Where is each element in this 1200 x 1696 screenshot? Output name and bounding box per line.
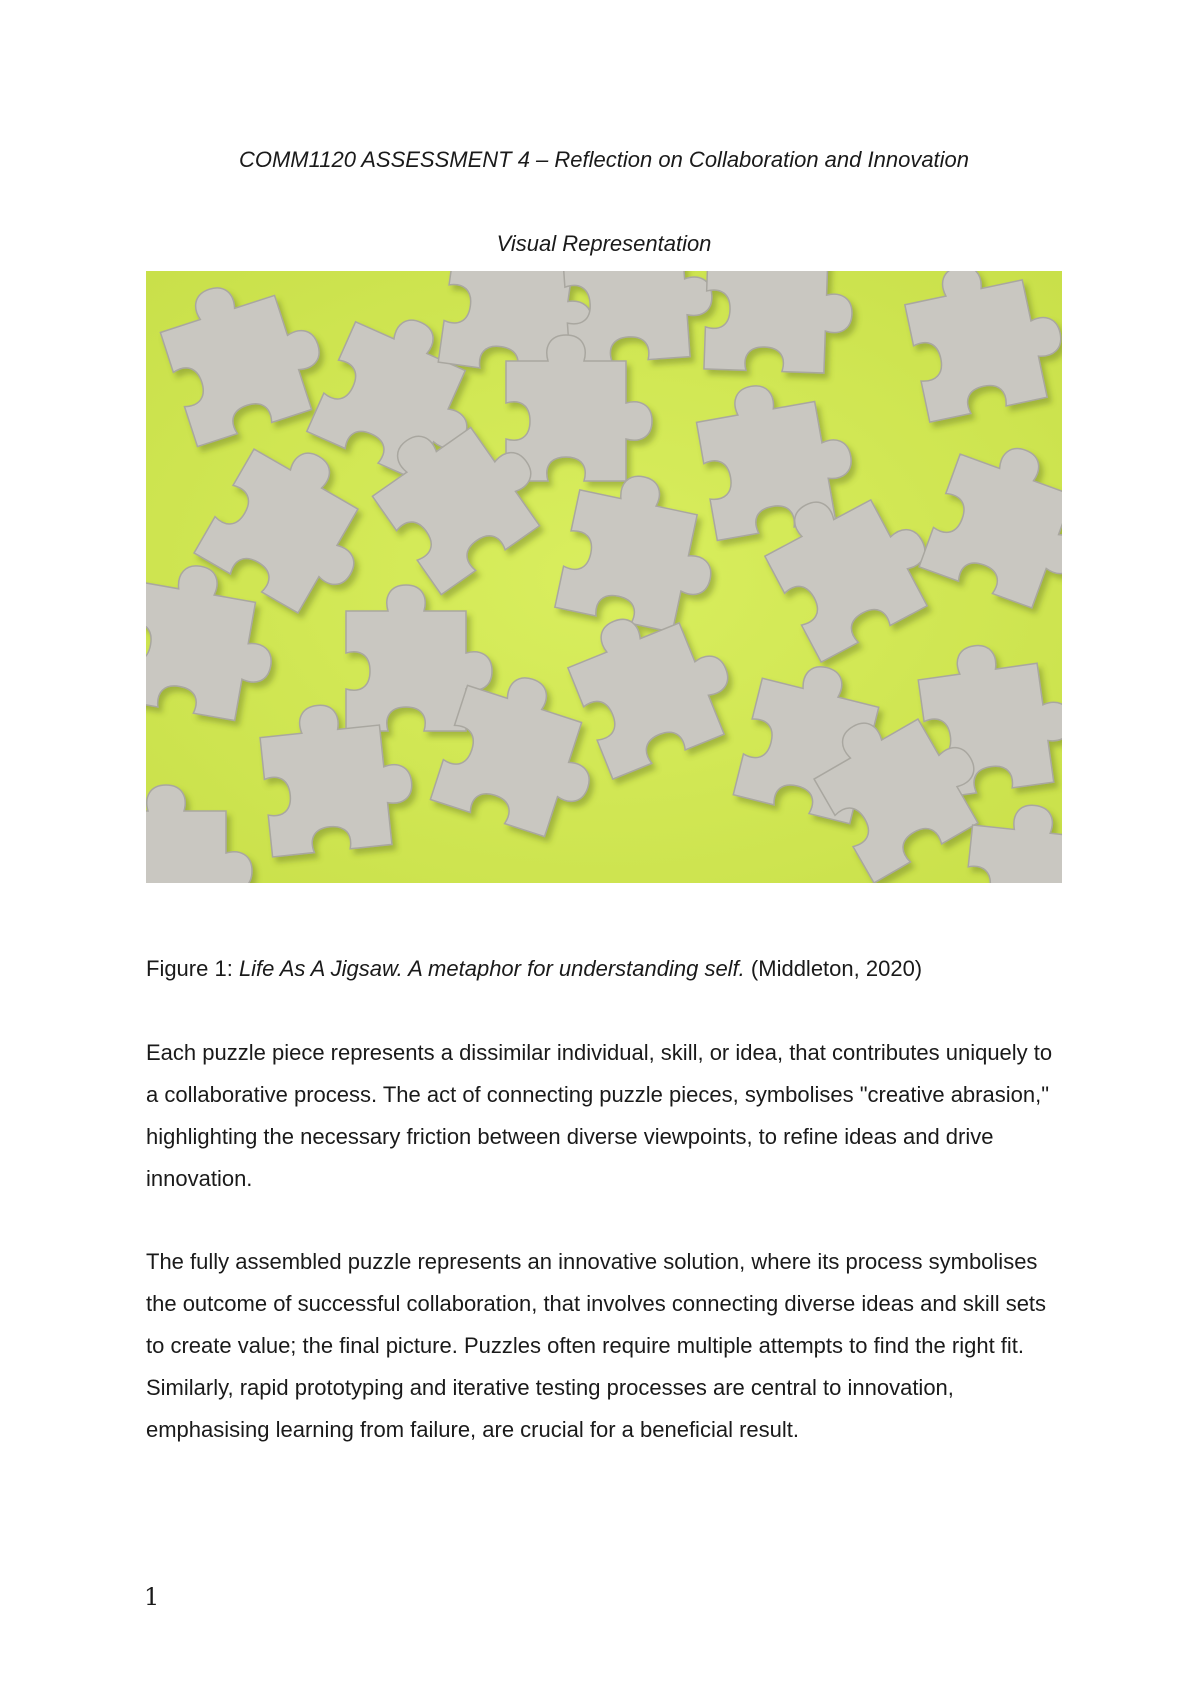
figure-caption [146,955,1062,983]
caption-title: Life As A Jigsaw. A metaphor for understanding self. [238,956,745,981]
figure-image [146,271,1062,883]
caption-citation: (Middleton, 2020) [744,956,923,981]
section-title: Visual Representation [496,231,712,256]
page-number: 1 [144,1583,160,1611]
body-paragraph: Each puzzle piece represents a dissimilar individual, skill, or idea, that contributes uniquely to a collaborative process. The act of connecting puzzle pieces, symbolises "creative abrasion," highlighting the necessary friction between diverse viewpoints, to refine ideas and drive innovation. [146,1040,1053,1191]
body-paragraph: The fully assembled puzzle represents an innovative solution, where its process symbolises the outcome of successful collaboration, that involves connecting diverse ideas and skill sets to create value; the final picture. Puzzles often require multiple attempts to find the right fit. Similarly, rapid prototyping and iterative testing processes are central to innovation, emphasising learning from failure, are crucial for a beneficial result. [146,1249,1047,1442]
caption-label: Figure 1: [146,956,239,981]
puzzle-pieces-illustration [146,271,1062,883]
document-title: COMM1120 ASSESSMENT 4 – Reflection on Collaboration and Innovation [238,147,970,172]
